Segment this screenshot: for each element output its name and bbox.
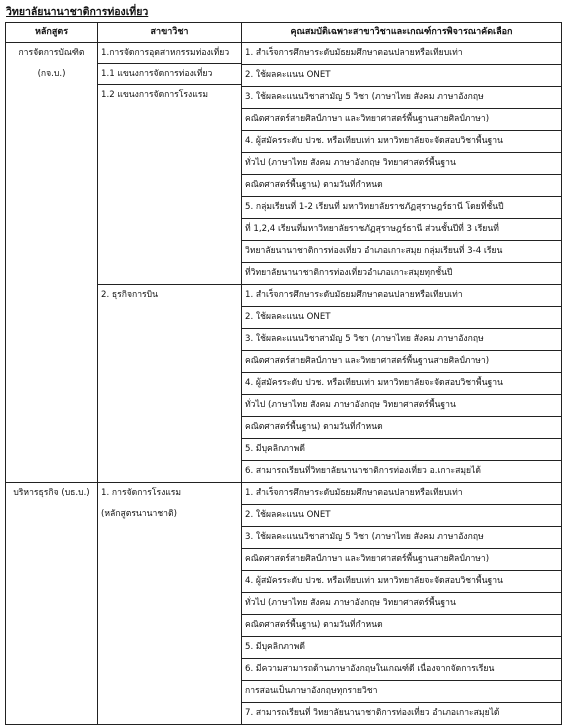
criteria-cell: 6. มีความสามารถด้านภาษาอังกฤษในเกณฑ์ดี เนื่องจากจัดการเรียน <box>242 659 562 681</box>
criteria-cell: คณิตศาสตร์สายศิลป์ภาษา และวิทยาศาสตร์พื้นฐานสายศิลป์ภาษา) <box>242 351 562 373</box>
criteria-cell: 1. สำเร็จการศึกษาระดับมัธยมศึกษาตอนปลายหรือเทียบเท่า <box>242 483 562 505</box>
header-major: สาขาวิชา <box>98 23 242 43</box>
major-line: 1. การจัดการโรงแรม <box>101 488 182 498</box>
criteria-cell: 4. ผู้สมัครระดับ ปวช. หรือเทียบเท่า มหาวิทยาลัยจะจัดสอบวิชาพื้นฐาน <box>242 571 562 593</box>
major-line: (หลักสูตรนานาชาติ) <box>101 509 177 519</box>
criteria-cell: 6. สามารถเรียนที่วิทยาลัยนานาชาติการท่องเที่ยว อ.เกาะสมุยได้ <box>242 461 562 483</box>
major-line: 1.การจัดการอุตสาหกรรมท่องเที่ยว <box>98 43 241 64</box>
criteria-cell: 3. ใช้ผลคะแนนวิชาสามัญ 5 วิชา (ภาษาไทย สังคม ภาษาอังกฤษ <box>242 87 562 109</box>
major-cell <box>98 285 242 483</box>
table-header-row <box>6 23 562 43</box>
header-criteria: คุณสมบัติเฉพาะสาขาวิชาและเกณฑ์การพิจารณาคัดเลือก <box>242 23 562 43</box>
criteria-cell: ทั่วไป (ภาษาไทย สังคม ภาษาอังกฤษ วิทยาศาสตร์พื้นฐาน <box>242 395 562 417</box>
criteria-cell: ที่วิทยาลัยนานาชาติการท่องเที่ยวอำเภอเกาะสมุยทุกชั้นปี <box>242 263 562 285</box>
curriculum-cell <box>6 43 98 483</box>
criteria-cell: 3. ใช้ผลคะแนนวิชาสามัญ 5 วิชา (ภาษาไทย สังคม ภาษาอังกฤษ <box>242 527 562 549</box>
criteria-cell: ทั่วไป (ภาษาไทย สังคม ภาษาอังกฤษ วิทยาศาสตร์พื้นฐาน <box>242 153 562 175</box>
criteria-cell: ที่ 1,2,4 เรียนที่มหาวิทยาลัยราชภัฏสุราษฎร์ธานี ส่วนชั้นปีที่ 3 เรียนที่ <box>242 219 562 241</box>
curriculum-cell <box>6 483 98 725</box>
criteria-cell: วิทยาลัยนานาชาติการท่องเที่ยว อำเภอเกาะสมุย กลุ่มเรียนที่ 3-4 เรียน <box>242 241 562 263</box>
curriculum-line: การจัดการบัณฑิต <box>18 48 85 58</box>
criteria-cell: คณิตศาสตร์พื้นฐาน) ตามวันที่กำหนด <box>242 615 562 637</box>
major-cell <box>98 483 242 725</box>
criteria-cell: 4. ผู้สมัครระดับ ปวช. หรือเทียบเท่า มหาวิทยาลัยจะจัดสอบวิชาพื้นฐาน <box>242 373 562 395</box>
criteria-cell: 3. ใช้ผลคะแนนวิชาสามัญ 5 วิชา (ภาษาไทย สังคม ภาษาอังกฤษ <box>242 329 562 351</box>
criteria-cell: 5. มีบุคลิกภาพดี <box>242 637 562 659</box>
major-line: 1.2 แขนงการจัดการโรงแรม <box>101 90 209 100</box>
criteria-cell: 2. ใช้ผลคะแนน ONET <box>242 505 562 527</box>
table-body <box>6 43 562 725</box>
criteria-cell: 2. ใช้ผลคะแนน ONET <box>242 65 562 87</box>
criteria-cell: การสอนเป็นภาษาอังกฤษทุกรายวิชา <box>242 681 562 703</box>
page-title: วิทยาลัยนานาชาติการท่องเที่ยว <box>6 6 149 18</box>
table-row <box>6 43 562 65</box>
major-line: 1.1 แขนงการจัดการท่องเที่ยว <box>98 64 241 85</box>
criteria-cell: 1. สำเร็จการศึกษาระดับมัธยมศึกษาตอนปลายหรือเทียบเท่า <box>242 43 562 65</box>
criteria-cell: คณิตศาสตร์สายศิลป์ภาษา และวิทยาศาสตร์พื้นฐานสายศิลป์ภาษา) <box>242 109 562 131</box>
table-row <box>6 483 562 505</box>
criteria-cell: 4. ผู้สมัครระดับ ปวช. หรือเทียบเท่า มหาวิทยาลัยจะจัดสอบวิชาพื้นฐาน <box>242 131 562 153</box>
criteria-cell: 5. กลุ่มเรียนที่ 1-2 เรียนที่ มหาวิทยาลัยราชภัฏสุราษฎร์ธานี โดยที่ชั้นปี <box>242 197 562 219</box>
header-curriculum: หลักสูตร <box>6 23 98 43</box>
curriculum-line: บริหารธุรกิจ (บธ.บ.) <box>13 488 90 498</box>
criteria-cell: คณิตศาสตร์พื้นฐาน) ตามวันที่กำหนด <box>242 175 562 197</box>
criteria-cell: คณิตศาสตร์พื้นฐาน) ตามวันที่กำหนด <box>242 417 562 439</box>
curriculum-line: (กจ.บ.) <box>37 69 66 79</box>
criteria-cell: คณิตศาสตร์สายศิลป์ภาษา และวิทยาศาสตร์พื้นฐานสายศิลป์ภาษา) <box>242 549 562 571</box>
criteria-cell: 7. สามารถเรียนที่ วิทยาลัยนานาชาติการท่องเที่ยว อำเภอเกาะสมุยได้ <box>242 703 562 725</box>
admission-criteria-table <box>5 22 562 725</box>
major-cell <box>98 43 242 285</box>
criteria-cell: ทั่วไป (ภาษาไทย สังคม ภาษาอังกฤษ วิทยาศาสตร์พื้นฐาน <box>242 593 562 615</box>
criteria-cell: 5. มีบุคลิกภาพดี <box>242 439 562 461</box>
criteria-cell: 1. สำเร็จการศึกษาระดับมัธยมศึกษาตอนปลายหรือเทียบเท่า <box>242 285 562 307</box>
criteria-cell: 2. ใช้ผลคะแนน ONET <box>242 307 562 329</box>
major-line: 2. ธุรกิจการบิน <box>101 290 159 300</box>
